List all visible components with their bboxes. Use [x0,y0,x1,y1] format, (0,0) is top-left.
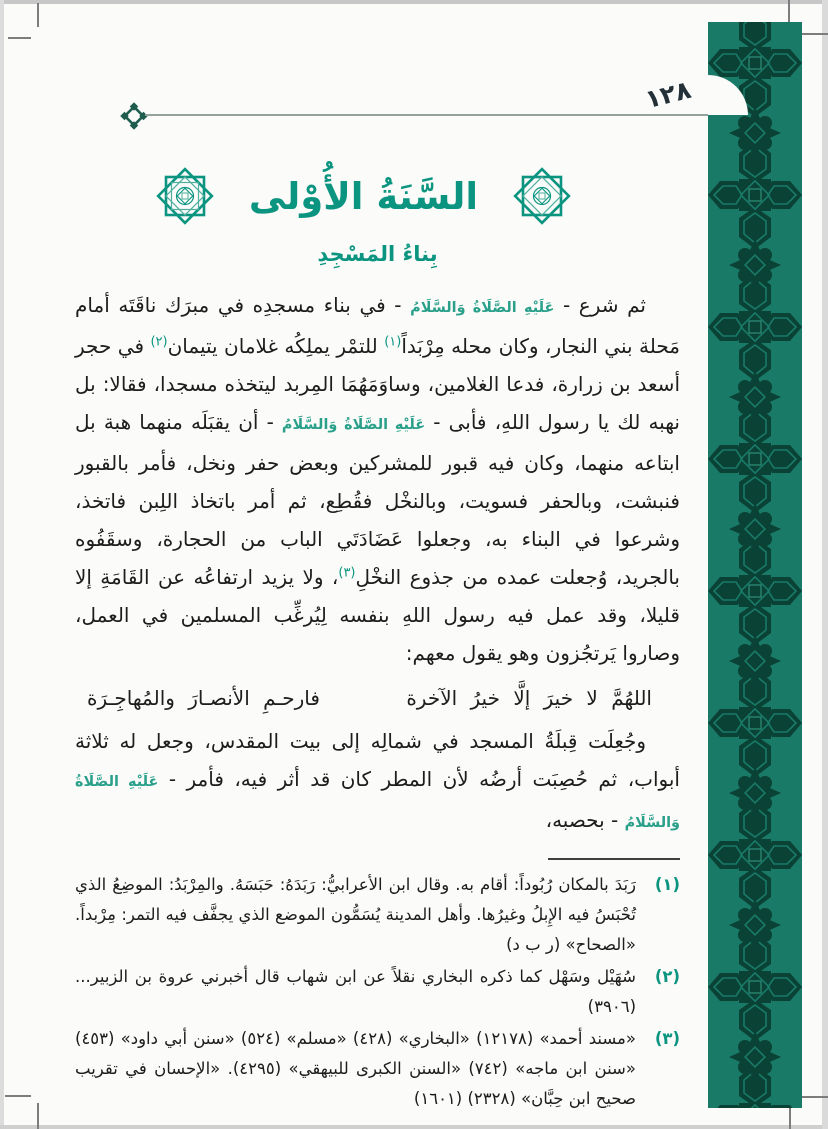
honorific-phrase: عَلَيْهِ الصَّلَاةُ وَالسَّلَامُ [410,300,555,316]
crop-mark-bottom-right-h [800,1096,828,1098]
body-text-run: للتمْر يملِكُه غلامان يتيمان [167,334,385,358]
footnote-number: (١) [654,875,680,894]
section-subtitle: بِناءُ المَسْجِدِ [317,242,438,266]
body-text-run: ثم شرع - [554,293,646,317]
star-rosette-icon [155,166,215,226]
body-paragraph [75,722,680,842]
honorific-phrase: عَلَيْهِ الصَّلَاةُ وَالسَّلَامُ [281,417,426,433]
footnote [75,870,680,960]
footnote-separator [548,858,680,860]
body-text-run: ، ولا يزيد ارتفاعُه عن القَامَةِ إلا قليلا، وقد عمل فيه رسول اللهِ بنفسه لِيُرغِّب المسلمين في العمل، وصاروا يَرتجُزون وهو يقول معهم: [75,565,680,665]
crop-mark-bottom-left-h [5,1095,31,1097]
crop-mark-top-right-h [800,33,828,35]
crop-mark-top-left-h [8,37,31,39]
crop-mark-bottom-right-v [789,1108,791,1129]
footnote-number: (٢) [654,967,680,986]
verse-hemistich-right: اللهُمَّ لا خيرَ إلَّا خيرُ الآخرة [406,686,652,710]
body-text-run: في حجر أسعد بن زرارة، فدعا الغلامين، وساوَمَهُمَا المِربد ليتخذه مسجدا، فقالا: بل نهبه لك يا رسول اللهِ، فأبى - [75,334,680,434]
body-paragraph [75,286,680,672]
star-rosette-icon [512,166,572,226]
body-text-run: - أن يقبَلَه منهما هبة بل ابتاعه منهما، وكان فيه قبور للمشركين وبعض حفر ونخل، فأمر بالقبور فنبشت، وبالحفر فسويت، وبالنخْل فقُطِع، ثم أمر باتخاذ اللِبن فاتخذ، وشرعوا في البناء به، وجعلوا عَضَادَتَي الباب من الحجارة، وسقَفُوه بالجريد، وُجعلت عمده من جذوع النخْلِ [75,410,680,589]
footnote-text: «مسند أحمد» (١٢١٧٨) «البخاري» (٤٢٨) «مسلم» (٥٢٤) «سنن أبي داود» (٤٥٣) «سنن ابن ماجه» (٧٤٢) «السنن الكبرى للبيهقي» (٤٢٩٥). «الإحسان في تقريب صحيح ابن حِبَّان» (٢٣٢٨) (١٦٠١) [75,1029,636,1108]
page-number: ١٢٨ [642,74,694,115]
scan-edge-right [822,0,828,1129]
content-column [75,0,680,1116]
footnote-text: سُهَيْل وسَهْل كما ذكره البخاري نقلاً عن ابن شهاب قال أخبرني عروة بن الزبير... (٣٩٠٦) [75,967,636,1016]
honorific-phrase: عَلَيْهِ الصَّلَاةُ وَالسَّلَامُ [75,774,680,831]
scan-edge-left [0,0,4,1129]
footnote [75,1024,680,1114]
body-text-run: وجُعِلَت قِبلَةُ المسجد في شمالِه إلى بيت المقدس، وجعل له ثلاثة أبواب، ثم حُصِبَت أرضُه لأن المطر كان قد أثر فيه، فأمر - [75,729,680,791]
footnotes [75,870,680,1114]
footnote-number: (٣) [654,1029,680,1048]
footnote [75,962,680,1022]
body-text-run: - في بناء مسجدِه في مبرَك ناقَتَه أمام مَحلة بني النجار، وكان محله مِرْبَداً [75,293,680,358]
verse-line [75,674,680,722]
decorative-border-band [708,22,802,1108]
body-paragraphs [75,286,680,842]
border-ornament-svg [708,22,802,1108]
footnote-ref: (٣) [338,565,356,581]
crop-mark-top-left-v [37,3,39,27]
footnote-ref: (٢) [150,334,168,350]
footnote-text: رَبَدَ بالمكان رُبُوداً: أقام به. وقال ابن الأعرابيُّ: رَبَدَهُ: حَبَسَهُ. والمِرْبَدُ: الموضِعُ الذي تُحْبَسُ فيه الإِبلُ وغيرُها. وأهل المدينة يُسَمُّون الموضع الذي يجفَّف فيه التمر: مِرْبداً. «الصحاح» (ر ب د) [75,875,636,954]
verse-hemistich-left: فارحـمِ الأنصـارَ والمُهاجِـرَة [87,686,320,710]
footnote-ref: (١) [384,334,402,350]
scan-edge-bottom [0,1125,828,1129]
chapter-title: السَّنَةُ الأُوْلى [248,174,479,218]
crop-mark-bottom-left-v [37,1103,39,1129]
chapter-title-row [61,166,666,226]
body-text-run: - بحصبه، [545,808,625,832]
